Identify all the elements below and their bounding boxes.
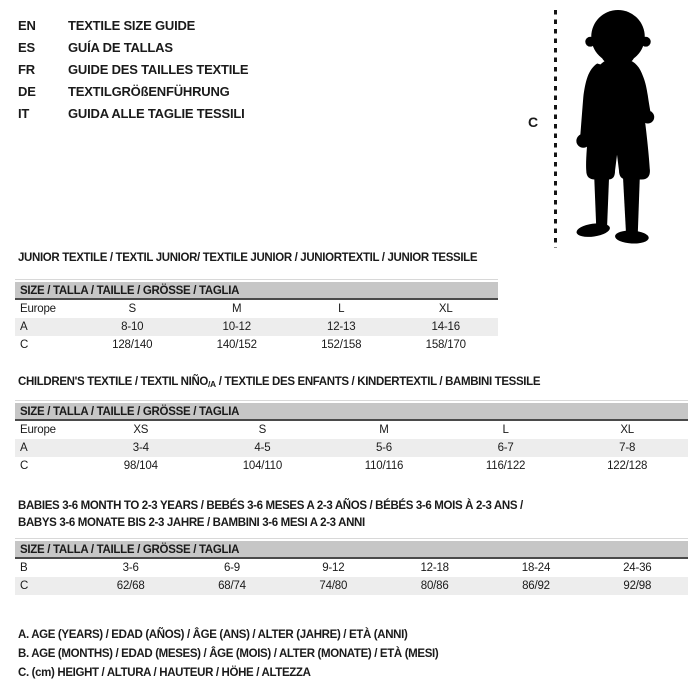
table-row-age	[15, 439, 688, 457]
size-cell: 152/158	[321, 339, 362, 351]
size-cell: 80/86	[420, 580, 449, 592]
size-cell: L	[338, 303, 345, 315]
size-cell: 92/98	[623, 580, 652, 592]
table-row-height	[15, 336, 498, 354]
height-marker-label: C	[528, 114, 539, 130]
babies-section-title	[18, 498, 523, 532]
size-cell: 3-6	[122, 562, 139, 574]
lang-code: IT	[18, 105, 30, 121]
row-label: Europe	[20, 303, 56, 315]
children-size-table	[15, 400, 688, 475]
size-cell: 6-7	[497, 442, 514, 454]
title-text: CHILDREN'S TEXTILE / TEXTIL NIÑO	[18, 376, 209, 388]
size-cell: 74/80	[319, 580, 348, 592]
size-cell: 158/170	[425, 339, 466, 351]
lang-code: EN	[18, 17, 36, 33]
title-text: / TEXTILE DES ENFANTS / KINDERTEXTIL / BAMBINI TESSILE	[215, 376, 541, 388]
junior-section-title: JUNIOR TEXTILE / TEXTIL JUNIOR/ TEXTILE JUNIOR / JUNIORTEXTIL / JUNIOR TESSILE	[18, 252, 478, 264]
size-cell: 6-9	[223, 562, 240, 574]
size-cell: 140/152	[216, 339, 257, 351]
size-cell: L	[502, 424, 509, 436]
junior-size-table	[15, 279, 498, 354]
size-cell: 104/110	[242, 460, 283, 472]
size-cell: 24-36	[623, 562, 652, 574]
height-measure-figure	[520, 0, 700, 250]
lang-row-it	[18, 102, 248, 124]
lang-label: GUIDE DES TAILLES TEXTILE	[68, 61, 249, 77]
size-cell: 110/116	[364, 460, 404, 472]
toddler-silhouette-image	[563, 6, 675, 244]
lang-row-de	[18, 80, 248, 102]
size-cell: M	[232, 303, 242, 315]
row-label: Europe	[20, 424, 56, 436]
table-row-height	[15, 577, 688, 595]
size-header-bar: SIZE / TALLA / TAILLE / GRÖSSE / TAGLIA	[15, 403, 688, 421]
lang-code: DE	[18, 83, 36, 99]
children-section-title	[18, 374, 540, 391]
size-cell: M	[379, 424, 389, 436]
lang-label: GUIDA ALLE TAGLIE TESSILI	[68, 105, 245, 121]
size-cell: XS	[133, 424, 149, 436]
size-header-bar: SIZE / TALLA / TAILLE / GRÖSSE / TAGLIA	[15, 541, 688, 559]
size-cell: 18-24	[521, 562, 551, 574]
measure-legend	[18, 626, 438, 683]
lang-row-es	[18, 36, 248, 58]
size-cell: 128/140	[112, 339, 153, 351]
size-cell: 116/122	[485, 460, 526, 472]
row-label: B	[20, 562, 28, 574]
size-header-bar: SIZE / TALLA / TAILLE / GRÖSSE / TAGLIA	[15, 282, 498, 300]
table-row-europe	[15, 421, 688, 439]
size-cell: 7-8	[619, 442, 636, 454]
size-cell: 8-10	[121, 321, 144, 333]
lang-code: FR	[18, 61, 35, 77]
row-label: C	[20, 460, 29, 472]
table-row-months	[15, 559, 688, 577]
lang-label: GUÍA DE TALLAS	[68, 39, 173, 55]
legend-line-a: A. AGE (YEARS) / EDAD (AÑOS) / ÂGE (ANS) / ALTER (JAHRE) / ETÀ (ANNI)	[18, 629, 408, 641]
size-cell: 9-12	[322, 562, 345, 574]
language-list	[18, 14, 248, 124]
size-cell: 122/128	[607, 460, 648, 472]
size-cell: 14-16	[431, 321, 460, 333]
title-subscript: /A	[208, 379, 216, 389]
lang-row-fr	[18, 58, 248, 80]
table-row-age	[15, 318, 498, 336]
size-cell: 4-5	[254, 442, 271, 454]
size-cell: 68/74	[218, 580, 246, 592]
babies-title-line1: BABIES 3-6 MONTH TO 2-3 YEARS / BEBÉS 3-6 MESES A 2-3 AÑOS / BÉBÉS 3-6 MOIS À 2-3 ANS /	[18, 500, 523, 512]
size-cell: 10-12	[222, 321, 251, 333]
table-row-europe	[15, 300, 498, 318]
size-cell: 62/68	[116, 580, 145, 592]
babies-size-table	[15, 538, 688, 595]
babies-title-line2: BABYS 3-6 MONATE BIS 2-3 JAHRE / BAMBINI 3-6 MESI A 2-3 ANNI	[18, 517, 365, 529]
row-label: C	[20, 580, 29, 592]
size-cell: 12-13	[327, 321, 356, 333]
row-label: A	[20, 321, 28, 333]
row-label: C	[20, 339, 29, 351]
size-cell: 86/92	[522, 580, 550, 592]
size-cell: 98/104	[123, 460, 158, 472]
lang-label: TEXTILGRÖßENFÜHRUNG	[68, 83, 230, 99]
size-cell: S	[128, 303, 136, 315]
height-dashed-line	[554, 10, 557, 248]
size-cell: XL	[438, 303, 453, 315]
size-cell: 5-6	[375, 442, 392, 454]
table-row-height	[15, 457, 688, 475]
size-cell: S	[258, 424, 267, 436]
row-label: A	[20, 442, 28, 454]
lang-row-en	[18, 14, 248, 36]
size-cell: 3-4	[132, 442, 149, 454]
legend-line-b: B. AGE (MONTHS) / EDAD (MESES) / ÂGE (MOIS) / ALTER (MONATE) / ETÀ (MESI)	[18, 648, 439, 660]
size-cell: XL	[620, 424, 634, 436]
lang-code: ES	[18, 39, 35, 55]
lang-label: TEXTILE SIZE GUIDE	[68, 17, 196, 33]
size-cell: 12-18	[420, 562, 449, 574]
legend-line-c: C. (cm) HEIGHT / ALTURA / HAUTEUR / HÖHE / ALTEZZA	[18, 667, 311, 679]
